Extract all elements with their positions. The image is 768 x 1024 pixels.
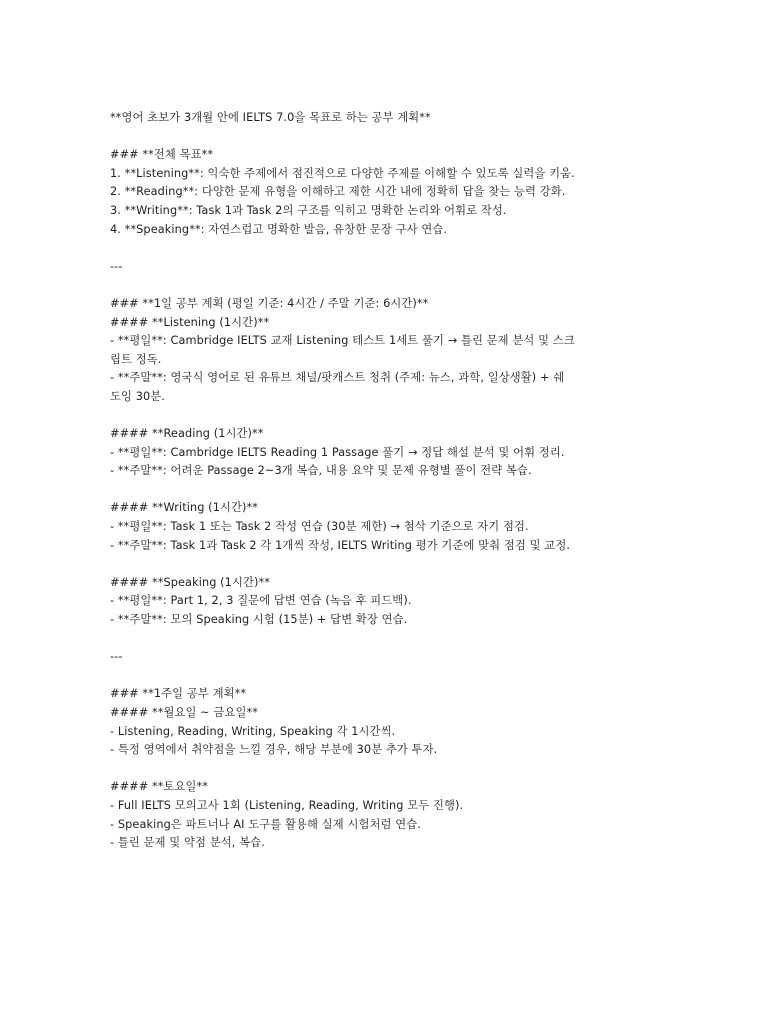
listening-line: - **평일**: Cambridge IELTS 교재 Listening 테스트 1세트 풀기 → 틀린 문제 분석 및 스크 bbox=[110, 334, 575, 348]
reading-line: - **평일**: Cambridge IELTS Reading 1 Passage 풀기 → 정답 해설 분석 및 어휘 정리. bbox=[110, 445, 565, 459]
daily-plan-heading: ### **1일 공부 계획 (평일 기준: 4시간 / 주말 기준: 6시간)** bbox=[110, 296, 429, 310]
saturday-line: - Full IELTS 모의고사 1회 (Listening, Reading, Writing 모두 진행). bbox=[110, 798, 464, 812]
blank-line bbox=[110, 630, 670, 649]
blank-line bbox=[110, 667, 670, 686]
speaking-line: - **주말**: 모의 Speaking 시험 (15분) + 답변 확장 연습. bbox=[110, 613, 408, 627]
writing-line: - **주말**: Task 1과 Task 2 각 1개씩 작성, IELTS Writing 평가 기준에 맞춰 점검 및 교정. bbox=[110, 538, 571, 552]
overall-goal-heading: ### **전체 목표** bbox=[110, 148, 214, 162]
blank-line bbox=[110, 555, 670, 574]
writing-heading: #### **Writing (1시간)** bbox=[110, 501, 259, 515]
separator: --- bbox=[110, 259, 123, 273]
listening-line: - **주말**: 영국식 영어로 된 유튜브 채널/팟캐스트 청취 (주제: 뉴스, 과학, 일상생활) + 쉐 bbox=[110, 371, 565, 385]
saturday-line: - Speaking은 파트너나 AI 도구를 활용해 실제 시험처럼 연습. bbox=[110, 817, 421, 831]
goal-item-listening: 1. **Listening**: 익숙한 주제에서 점진적으로 다양한 주제를 이해할 수 있도록 실력을 키움. bbox=[110, 166, 575, 180]
weekdays-line: - Listening, Reading, Writing, Speaking 각 1시간씩. bbox=[110, 724, 396, 738]
writing-line: - **평일**: Task 1 또는 Task 2 작성 연습 (30분 제한) → 첨삭 기준으로 자기 점검. bbox=[110, 520, 529, 534]
saturday-line: - 틀린 문제 및 약점 분석, 복습. bbox=[110, 836, 265, 850]
speaking-line: - **평일**: Part 1, 2, 3 질문에 답변 연습 (녹음 후 피드백). bbox=[110, 594, 412, 608]
blank-line bbox=[110, 481, 670, 500]
separator: --- bbox=[110, 650, 123, 664]
document-body bbox=[110, 109, 670, 853]
weekdays-heading: #### **월요일 ~ 금요일** bbox=[110, 706, 258, 719]
blank-line bbox=[110, 276, 670, 295]
blank-line bbox=[110, 407, 670, 426]
document-title: **영어 초보가 3개월 안에 IELTS 7.0을 목표로 하는 공부 계획** bbox=[110, 111, 431, 124]
reading-line: - **주말**: 어려운 Passage 2~3개 복습, 내용 요약 및 문제 유형별 풀이 전략 복습. bbox=[110, 464, 532, 478]
weekly-plan-heading: ### **1주일 공부 계획** bbox=[110, 687, 247, 701]
listening-heading: #### **Listening (1시간)** bbox=[110, 315, 270, 329]
listening-line: 도잉 30분. bbox=[110, 389, 165, 403]
blank-line bbox=[110, 128, 670, 147]
reading-heading: #### **Reading (1시간)** bbox=[110, 427, 264, 441]
listening-line: 립트 정독. bbox=[110, 352, 162, 366]
weekdays-line: - 특정 영역에서 취약점을 느낄 경우, 해당 부분에 30분 추가 투자. bbox=[110, 743, 438, 757]
blank-line bbox=[110, 760, 670, 779]
speaking-heading: #### **Speaking (1시간)** bbox=[110, 575, 270, 589]
goal-item-writing: 3. **Writing**: Task 1과 Task 2의 구조를 익히고 명확한 논리와 어휘로 작성. bbox=[110, 203, 507, 217]
goal-item-speaking: 4. **Speaking**: 자연스럽고 명확한 발음, 유창한 문장 구사 연습. bbox=[110, 222, 448, 236]
saturday-heading: #### **토요일** bbox=[110, 780, 208, 794]
goal-item-reading: 2. **Reading**: 다양한 문제 유형을 이해하고 제한 시간 내에 정확히 답을 찾는 능력 강화. bbox=[110, 185, 566, 199]
blank-line bbox=[110, 239, 670, 258]
